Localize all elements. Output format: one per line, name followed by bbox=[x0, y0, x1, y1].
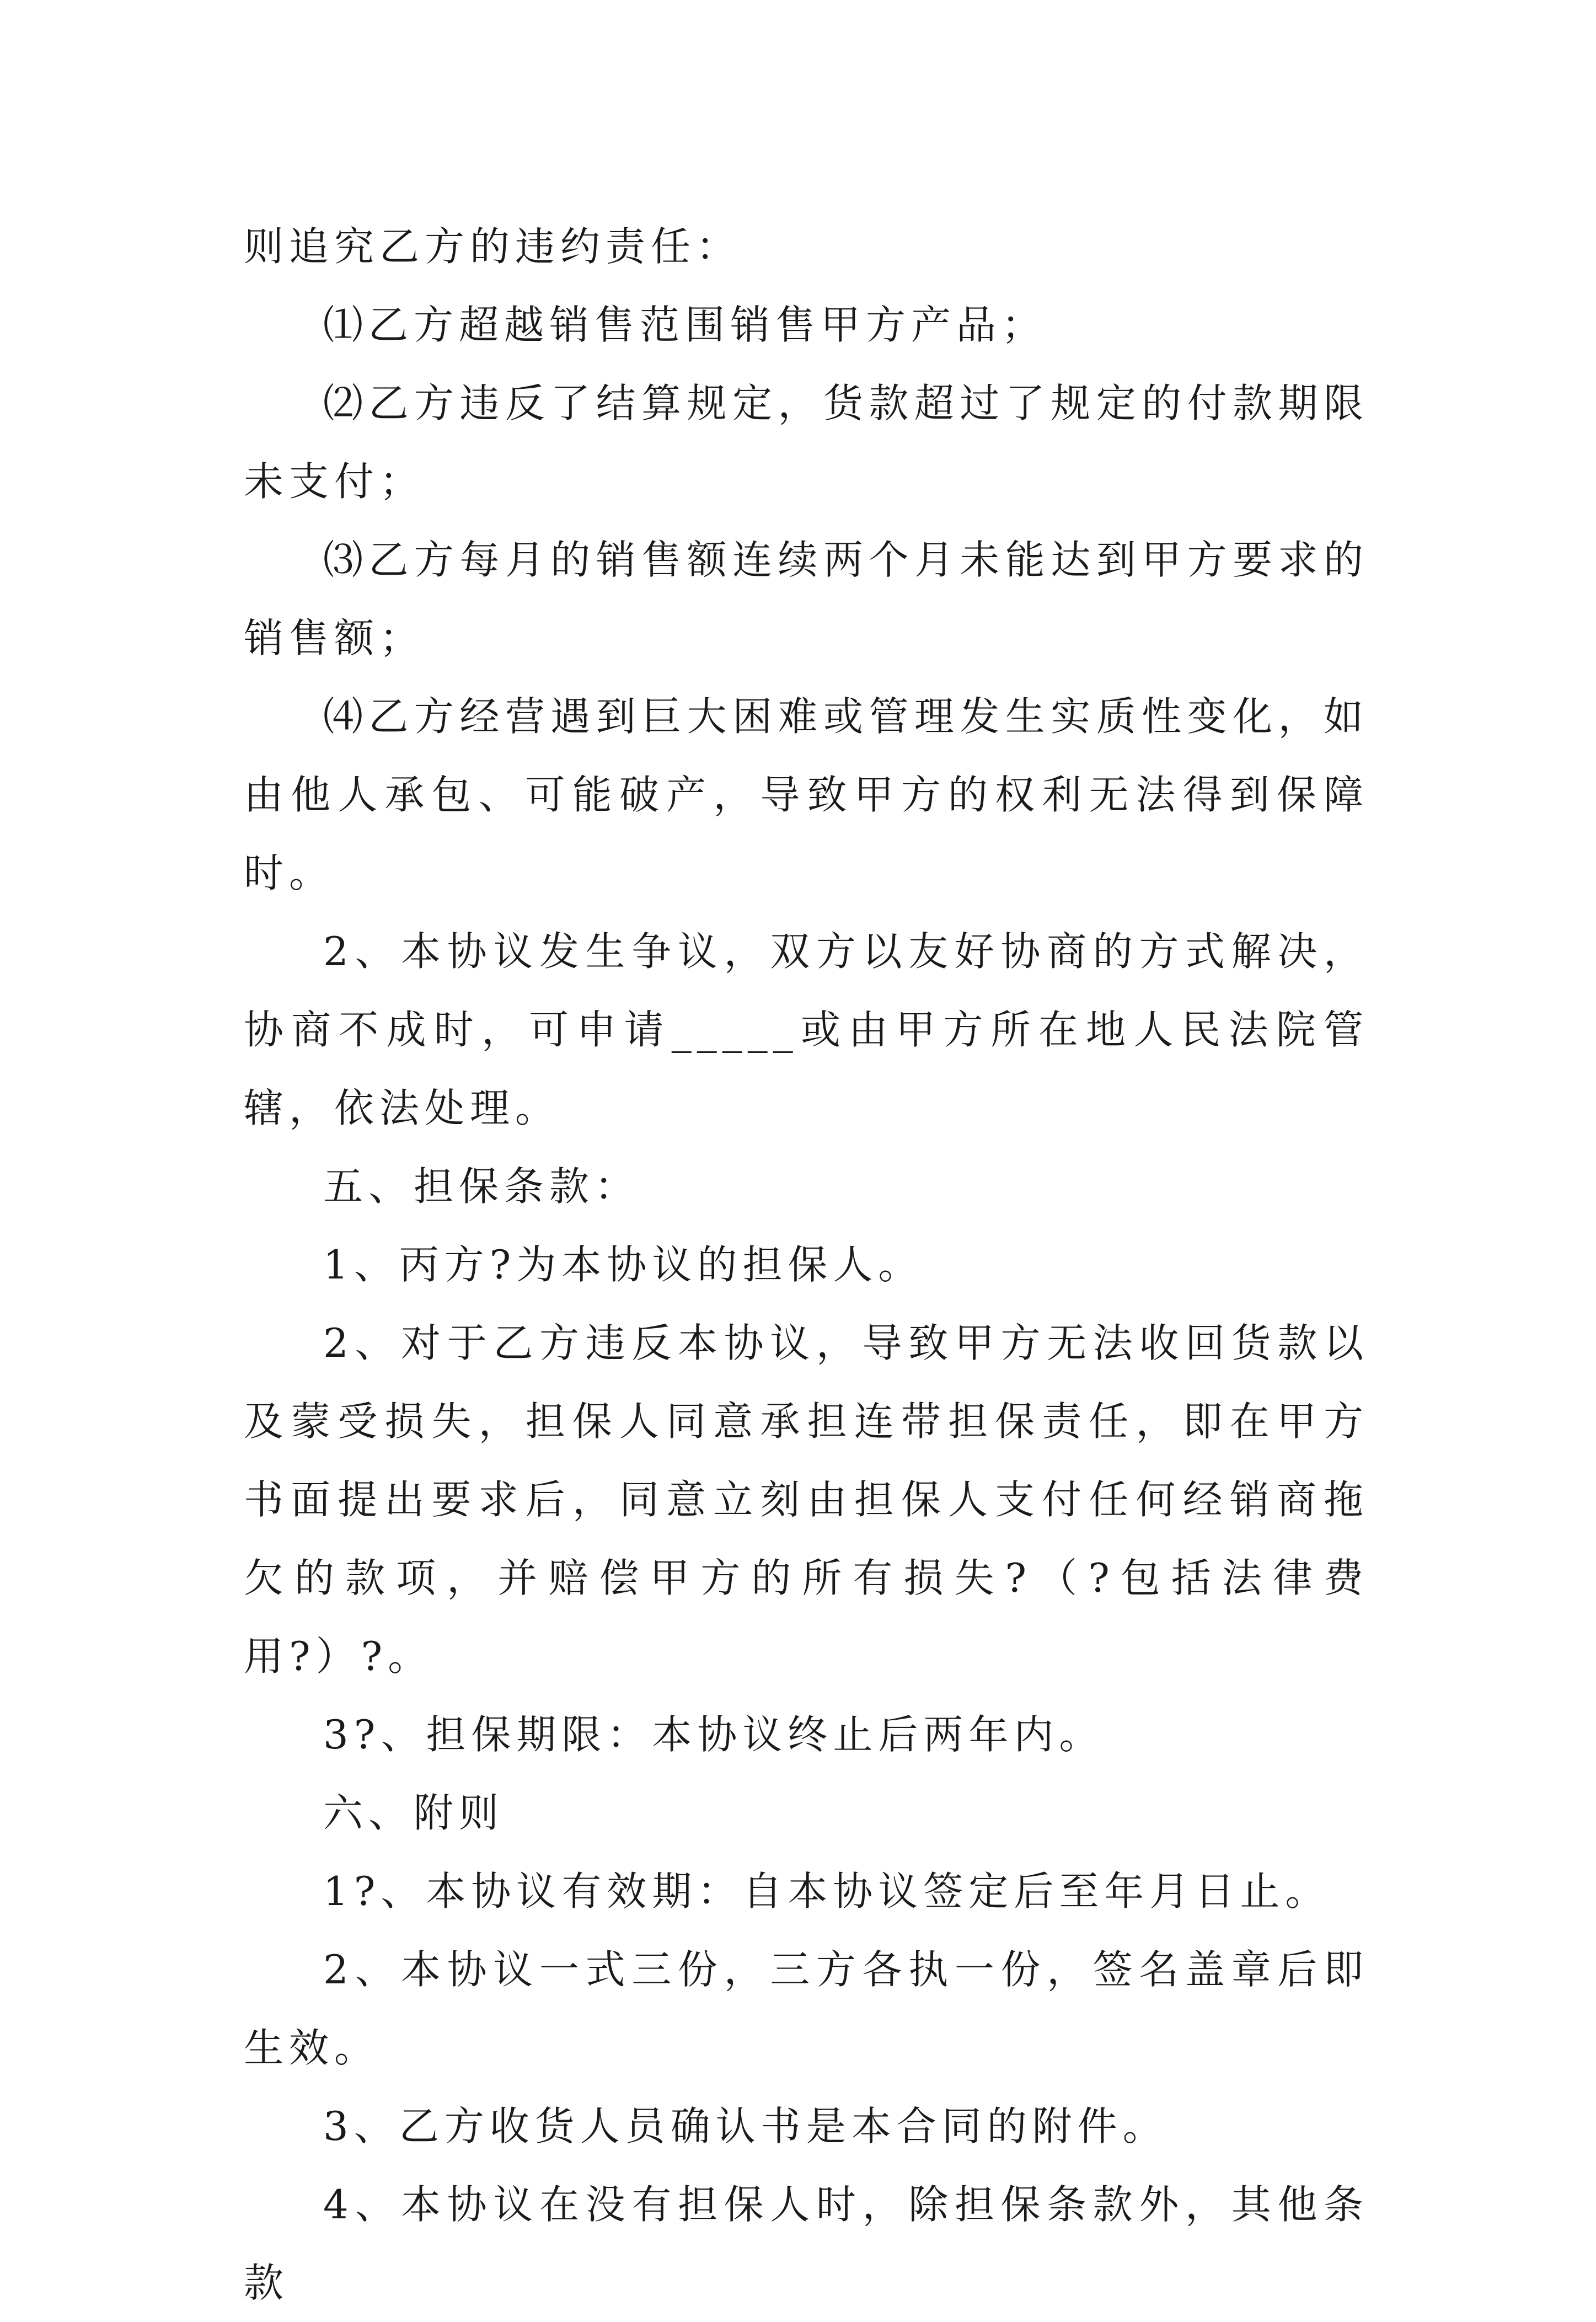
paragraph-guarantee-period: 3?、担保期限：本协议终止后两年内。 bbox=[323, 1711, 1105, 1758]
paragraph-validity-period: 1?、本协议有效期：自本协议签定后至年月日止。 bbox=[323, 1868, 1331, 1914]
paragraph-copies: 2、本协议一式三份，三方各执一份，签名盖章后即生效。 bbox=[244, 1946, 1369, 2071]
paragraph-liability-intro: 则追究乙方的违约责任： bbox=[244, 223, 742, 270]
paragraph-clause-1: ⑴乙方超越销售范围销售甲方产品； bbox=[323, 302, 1047, 348]
document-body bbox=[244, 207, 1369, 2322]
paragraph-clause-4: ⑷乙方经营遇到巨大困难或管理发生实质性变化，如由他人承包、可能破产，导致甲方的权利无法得到保障时。 bbox=[244, 693, 1369, 896]
paragraph-clause-2: ⑵乙方违反了结算规定，货款超过了规定的付款期限未支付； bbox=[244, 380, 1369, 505]
paragraph-dispute-resolution: 2、本协议发生争议，双方以友好协商的方式解决，协商不成时，可申请_____或由甲方所在地人民法院管辖，依法处理。 bbox=[244, 928, 1369, 1131]
section-heading-supplementary: 六、附则 bbox=[323, 1790, 505, 1836]
paragraph-guarantor: 1、丙方?为本协议的担保人。 bbox=[323, 1242, 924, 1288]
section-heading-guarantee: 五、担保条款： bbox=[323, 1163, 640, 1210]
paragraph-clause-3: ⑶乙方每月的销售额连续两个月未能达到甲方要求的销售额； bbox=[244, 537, 1369, 661]
paragraph-appendix: 3、乙方收货人员确认书是本合同的附件。 bbox=[323, 2103, 1168, 2149]
paragraph-guarantee-liability: 2、对于乙方违反本协议，导致甲方无法收回货款以及蒙受损失，担保人同意承担连带担保责任，即在甲方书面提出要求后，同意立刻由担保人支付任何经销商拖欠的款项，并赔偿甲方的所有损失?（?包括法律费用?）?。 bbox=[244, 1320, 1369, 1679]
paragraph-other-clauses: 4、本协议在没有担保人时，除担保条款外，其他条款 bbox=[244, 2181, 1369, 2306]
